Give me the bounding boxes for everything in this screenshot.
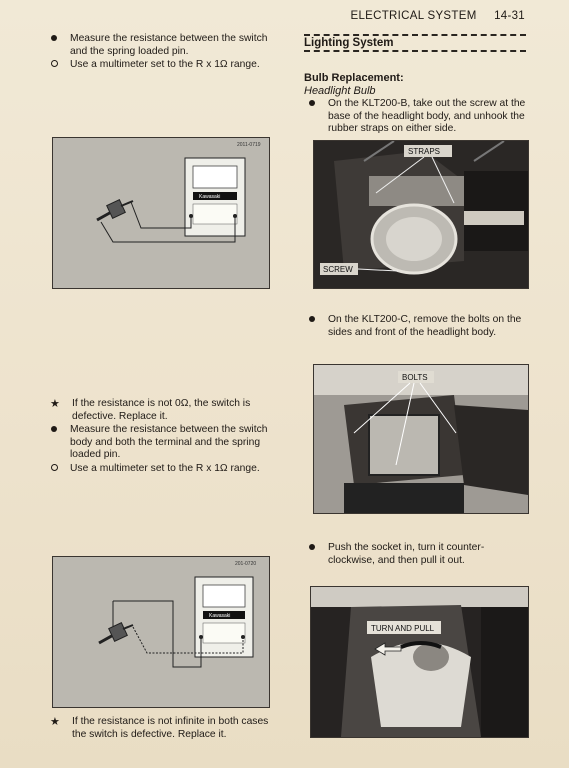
section-heading: [304, 34, 526, 52]
list-item: [48, 33, 278, 58]
label-turn-and-pull: TURN AND PULL: [371, 624, 435, 633]
figure-code: 2011-0719: [237, 142, 261, 148]
label-straps: STRAPS: [408, 147, 441, 156]
list-item: [306, 314, 528, 339]
circle-bullet-icon: [48, 59, 70, 72]
header-page-number: 14-31: [494, 10, 525, 22]
star-icon: ★: [50, 716, 60, 728]
bullet-icon: [48, 33, 70, 46]
header-section: ELECTRICAL SYSTEM: [350, 10, 477, 22]
multimeter-icon: [185, 158, 245, 236]
brand-label: Kawasaki: [209, 613, 231, 619]
subsubsection-title: Headlight Bulb: [304, 85, 376, 97]
list-item: [48, 463, 274, 476]
figure-switch-test-1: [52, 137, 270, 289]
label-screw: SCREW: [323, 265, 353, 274]
bullet-icon: [306, 314, 328, 327]
instruction-text: Use a multimeter set to the R x 1Ω range.: [70, 462, 260, 474]
left-top-instructions: [48, 33, 278, 73]
list-item: [48, 59, 278, 72]
multimeter-icon: [195, 577, 253, 657]
instruction-text: Push the socket in, turn it counter-clockwise, and then pull it out.: [328, 542, 485, 566]
list-item: [48, 398, 274, 423]
bullet-icon: [306, 542, 328, 555]
step-3: [306, 542, 528, 568]
list-item: [48, 716, 278, 741]
photo-socket-removal: [310, 586, 529, 738]
figure-code: 201-0720: [235, 561, 257, 567]
instruction-text: Measure the resistance between the switch body and both the terminal and the spring loaded pin.: [70, 424, 268, 461]
list-item: [306, 98, 528, 136]
photo-headlight-bolts: [313, 364, 529, 514]
list-item: [48, 424, 274, 462]
bullet-icon: [48, 424, 70, 437]
page-header: [336, 10, 525, 22]
photo-headlight-straps: [313, 140, 529, 289]
circle-bullet-icon: [48, 463, 70, 476]
instruction-text: Measure the resistance between the switch and the spring loaded pin.: [70, 33, 268, 57]
bullet-icon: [306, 98, 328, 111]
star-icon: ★: [50, 398, 60, 410]
instruction-text: Use a multimeter set to the R x 1Ω range.: [70, 59, 260, 71]
instruction-text: If the resistance is not infinite in both cases the switch is defective. Replace it.: [72, 716, 269, 740]
step-1: [306, 98, 528, 137]
instruction-text: On the KLT200-B, take out the screw at the base of the headlight body, and unhook the rubber straps on either side.: [328, 98, 526, 135]
step-2: [306, 314, 528, 340]
section-title: Lighting System: [304, 37, 394, 49]
subsection-title: Bulb Replacement:: [304, 72, 404, 84]
left-bottom-instructions: [48, 716, 278, 742]
figure-switch-test-2: [52, 556, 270, 708]
label-bolts: BOLTS: [402, 373, 428, 382]
left-middle-instructions: [48, 398, 274, 477]
divider: [304, 50, 526, 52]
instruction-text: On the KLT200-C, remove the bolts on the sides and front of the headlight body.: [328, 314, 522, 338]
brand-label: Kawasaki: [199, 194, 221, 200]
instruction-text: If the resistance is not 0Ω, the switch is defective. Replace it.: [72, 398, 251, 422]
list-item: [306, 542, 528, 567]
